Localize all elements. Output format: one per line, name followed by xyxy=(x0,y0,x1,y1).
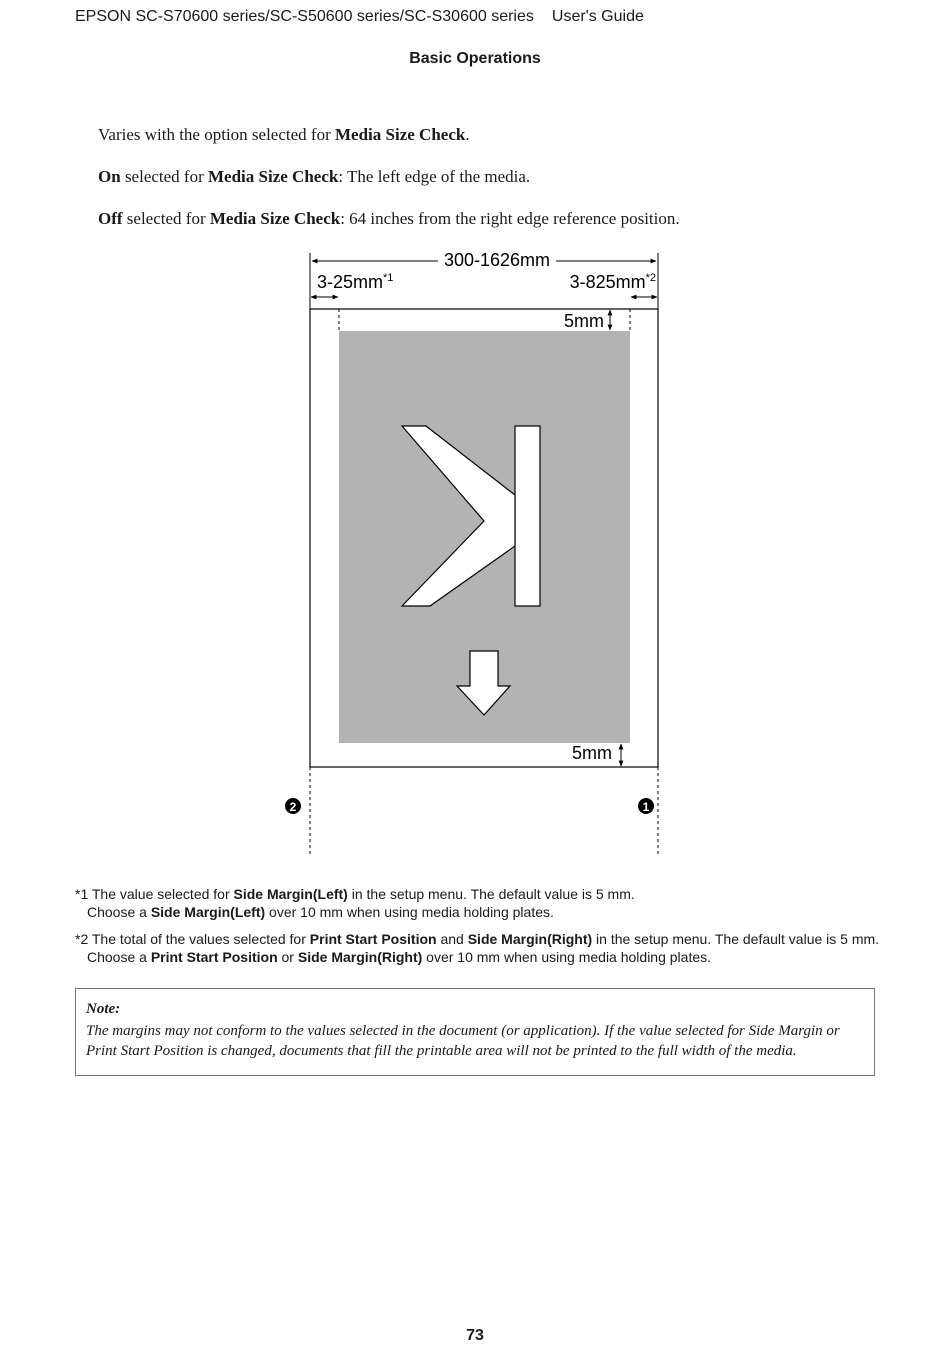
guide-name: User's Guide xyxy=(551,8,644,25)
page-number: 73 xyxy=(466,1327,484,1344)
text: : The left edge of the media. xyxy=(338,167,531,186)
marker-2: 2 xyxy=(289,800,297,814)
text: in the setup menu. The default value is 5 mm. xyxy=(347,886,635,902)
text: in the setup menu. The default value is 5 mm. xyxy=(592,931,880,947)
bold-term: Off xyxy=(98,209,123,228)
left-margin-label xyxy=(317,272,393,292)
footnote-2 xyxy=(75,930,879,966)
footnote-2-line-1 xyxy=(75,930,879,948)
top-margin-label: 5mm xyxy=(564,311,604,331)
left-margin-footnote-ref: *1 xyxy=(383,272,394,284)
note-box xyxy=(75,988,875,1076)
text: Varies with the option selected for xyxy=(98,125,335,144)
paragraph-on-option xyxy=(98,167,530,187)
text: over 10 mm when using media holding plates. xyxy=(265,904,554,920)
bold-term: Side Margin(Right) xyxy=(297,949,423,965)
width-label: 300-1626mm xyxy=(443,250,551,270)
text: over 10 mm when using media holding plates. xyxy=(422,949,712,965)
text: : 64 inches from the right edge reference position. xyxy=(340,209,680,228)
bold-term: Side Margin(Left) xyxy=(233,886,348,902)
footnote-1-line-2 xyxy=(75,903,635,921)
note-title: Note: xyxy=(86,1001,121,1017)
text: *2 The total of the values selected for xyxy=(75,931,310,947)
text: Choose a xyxy=(87,904,151,920)
bold-term: On xyxy=(98,167,121,186)
right-margin-label xyxy=(570,272,656,292)
note-body: The margins may not conform to the values selected in the document (or application). If the value selected for Side Margin or Print Start Position is changed, documents that fill the printable area will not be printed to the full width of the media. xyxy=(86,1023,840,1059)
section-title: Basic Operations xyxy=(409,50,541,67)
k-stem xyxy=(515,426,540,606)
paragraph-media-size-check xyxy=(98,125,470,145)
text: Choose a xyxy=(87,949,151,965)
bold-term: Media Size Check xyxy=(208,167,339,186)
bold-term: Side Margin(Right) xyxy=(467,931,593,947)
footnote-1 xyxy=(75,885,635,921)
text: . xyxy=(465,125,470,144)
paragraph-off-option xyxy=(98,209,680,229)
margin-diagram xyxy=(270,245,690,865)
bold-term: Print Start Position xyxy=(309,931,437,947)
footnote-1-line-1 xyxy=(75,885,635,903)
text: *1 The value selected for xyxy=(75,886,234,902)
text: and xyxy=(436,931,468,947)
right-margin-footnote-ref: *2 xyxy=(645,272,656,284)
bold-term: Media Size Check xyxy=(209,209,341,228)
bold-term: Media Size Check xyxy=(335,125,466,144)
text: selected for xyxy=(122,209,210,228)
right-margin-value: 3-825mm xyxy=(569,272,646,292)
product-name: EPSON SC-S70600 series/SC-S50600 series/SC-S30600 series xyxy=(75,8,534,25)
text: or xyxy=(277,949,298,965)
marker-1: 1 xyxy=(642,800,650,814)
footnote-2-line-2 xyxy=(75,948,879,966)
left-margin-value: 3-25mm xyxy=(317,272,384,292)
bold-term: Side Margin(Left) xyxy=(150,904,266,920)
bold-term: Print Start Position xyxy=(150,949,278,965)
text: selected for xyxy=(120,167,209,186)
bottom-margin-label: 5mm xyxy=(572,743,612,763)
running-header xyxy=(75,8,644,26)
